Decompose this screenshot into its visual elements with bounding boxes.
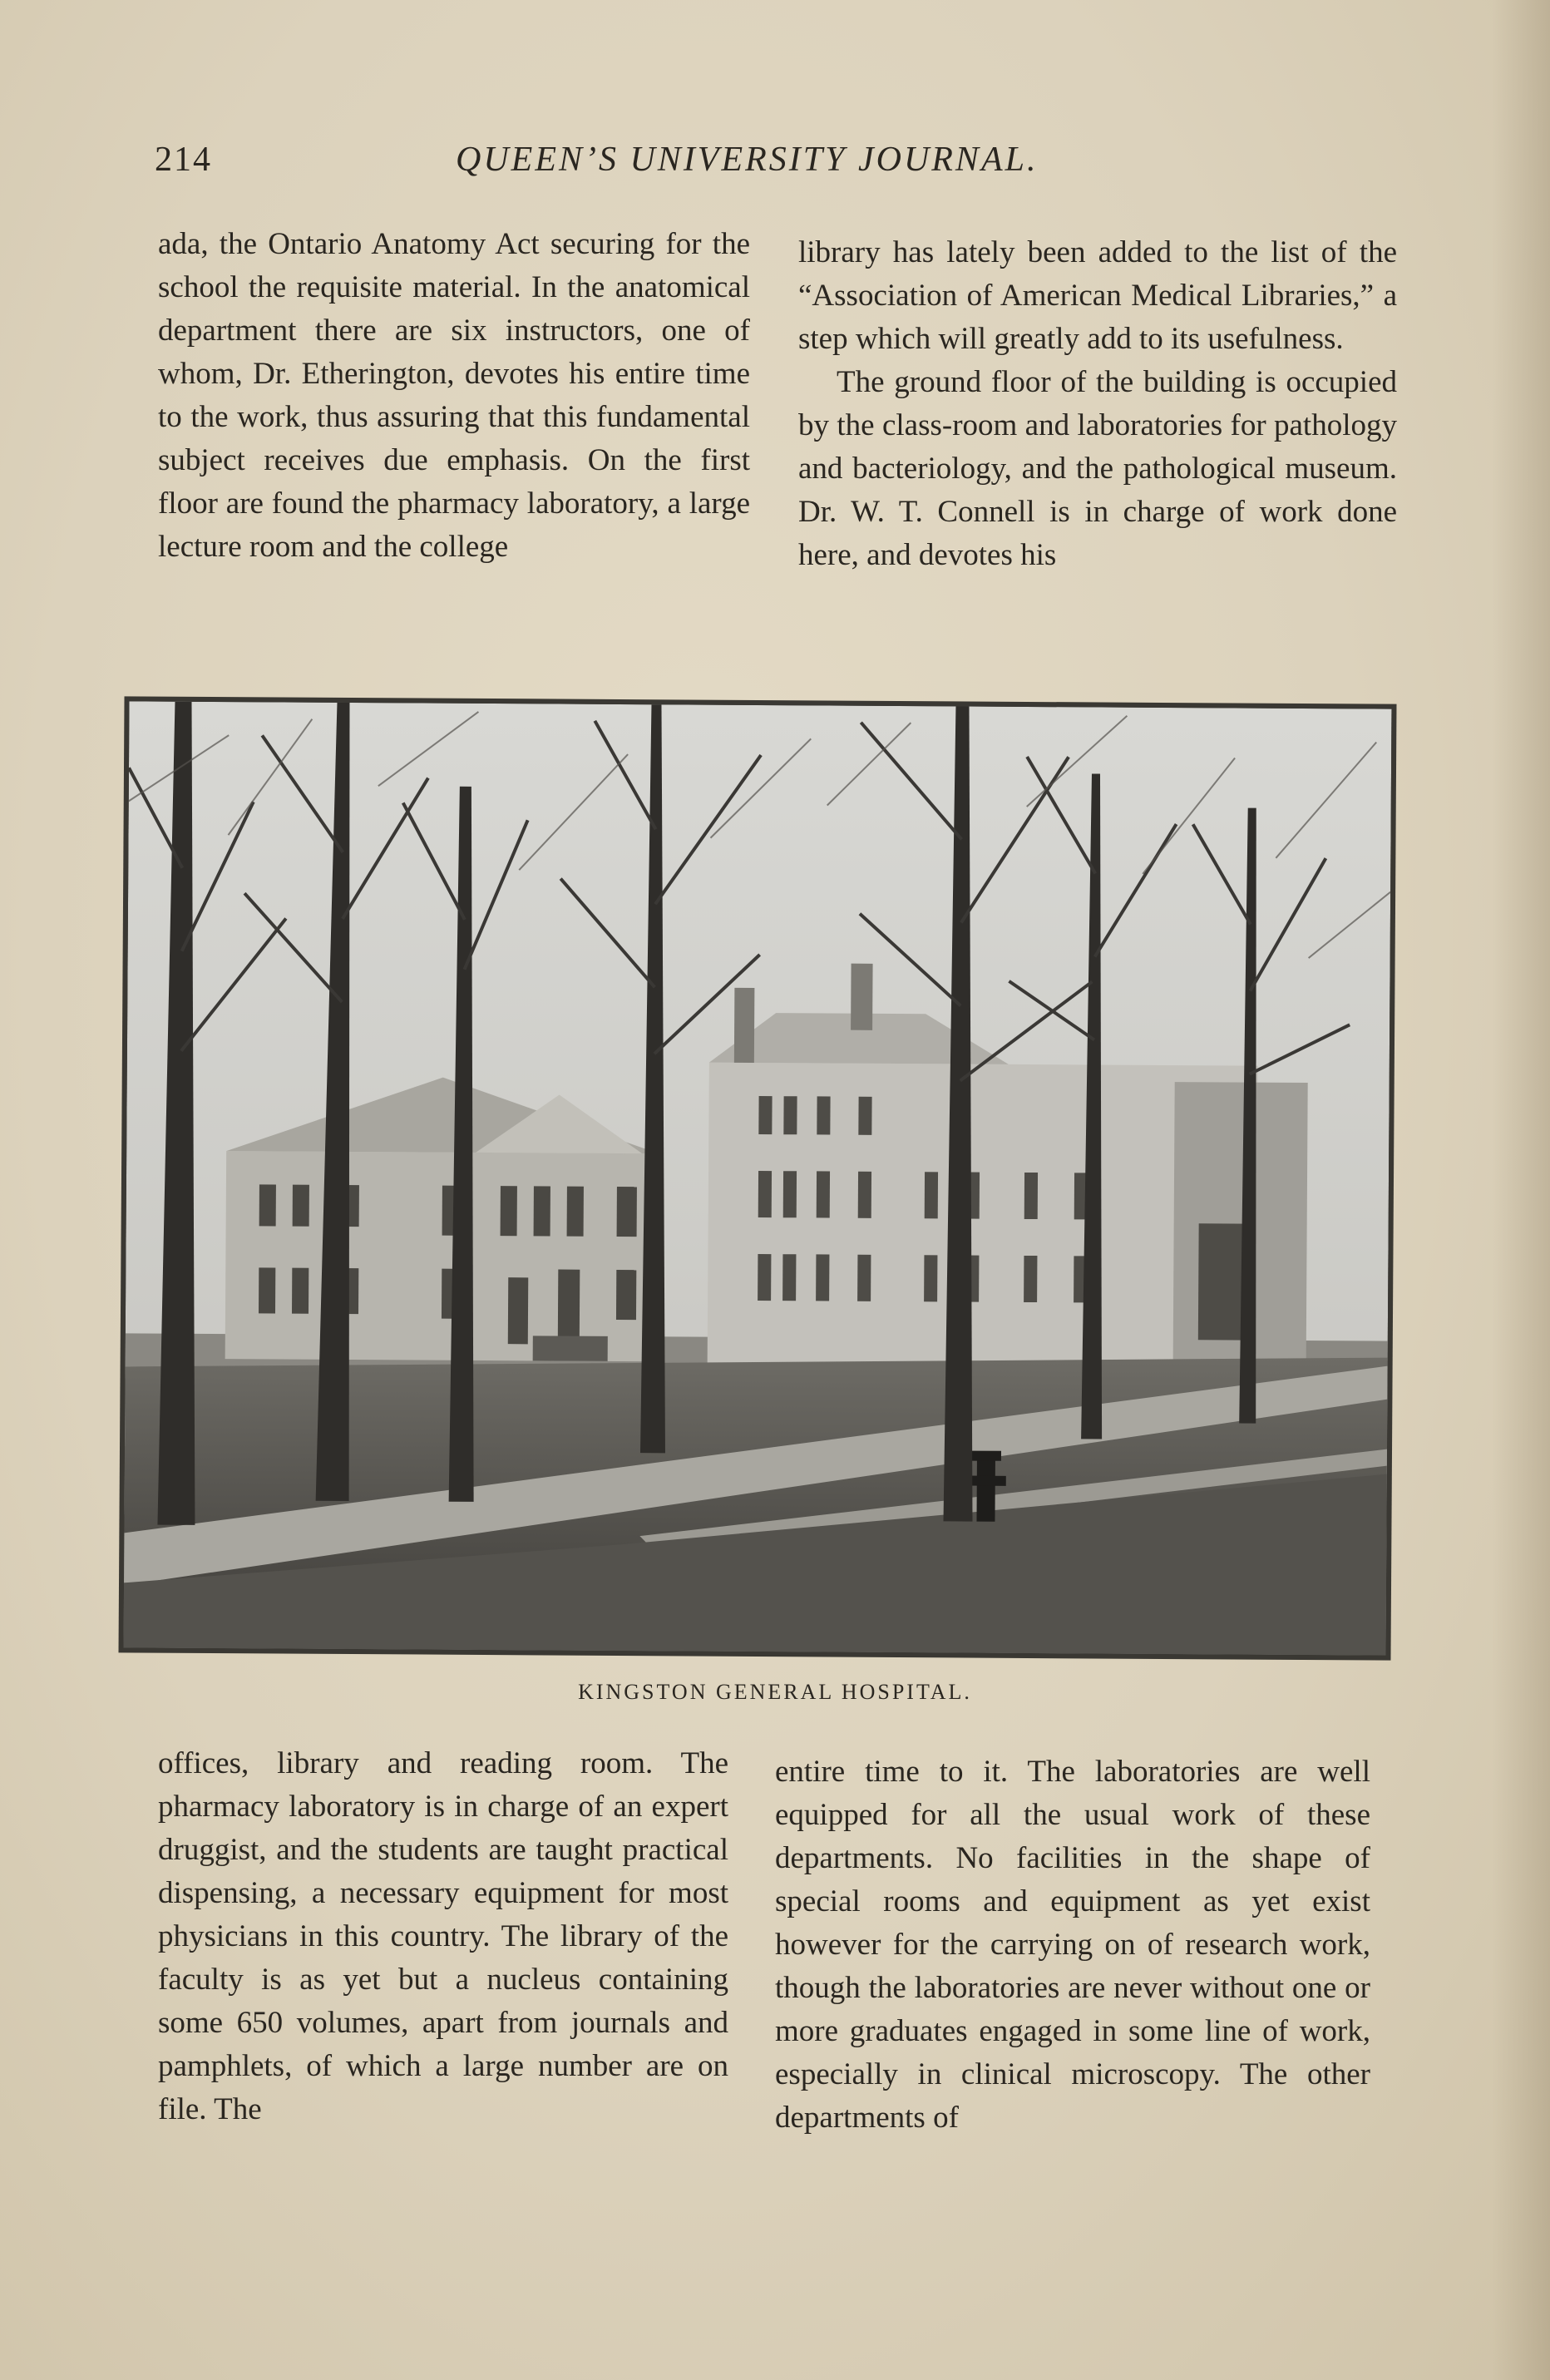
text-column-bottom-right — [775, 1750, 1370, 2140]
paragraph: library has lately been added to the list of the “Association of American Medical Libraries,” a step which will greatly add to its usefulness. — [798, 235, 1397, 356]
paragraph: entire time to it. The laboratories are well equipped for all the usual work of these departments. No facilities in the shape of special rooms and equipment as yet exist however for the carrying on of research work, though the laboratories are never without one or more graduates engaged in some line of work, especially in clinical microscopy. The other departments of — [775, 1755, 1370, 2135]
running-title: QUEEN’S UNIVERSITY JOURNAL. — [456, 141, 1039, 179]
paragraph: ada, the Ontario Anatomy Act securing for the school the requisite material. In the anatomical department there are six instructors, one of whom, Dr. Etherington, devotes his entire time to the work, thus assuring that this fundamental subject receives due emphasis. On the first floor are found the pharmacy laboratory, a large lecture room and the college — [158, 227, 750, 564]
text-column-top-right — [798, 231, 1397, 577]
photo-caption: KINGSTON GENERAL HOSPITAL. — [578, 1680, 972, 1704]
photograph-image — [124, 701, 1392, 1655]
text-column-top-left — [158, 223, 750, 569]
hospital-photograph — [119, 696, 1397, 1660]
paragraph: offices, library and reading room. The pharmacy laboratory is in charge of an expert druggist, and the students are taught practical dispensing, a necessary equipment for most physicians in this country. The library of the faculty is as yet but a nucleus containing some 650 volumes, apart from journals and pamphlets, of which a large number are on file. The — [158, 1746, 728, 2126]
page-header — [155, 140, 1402, 190]
paragraph: The ground floor of the building is occupied by the class-room and laboratories for pathology and bacteriology, and the pathological museum. Dr. W. T. Connell is in charge of work done here, and devotes his — [798, 365, 1397, 572]
text-column-bottom-left — [158, 1742, 728, 2131]
page-number: 214 — [155, 141, 212, 179]
